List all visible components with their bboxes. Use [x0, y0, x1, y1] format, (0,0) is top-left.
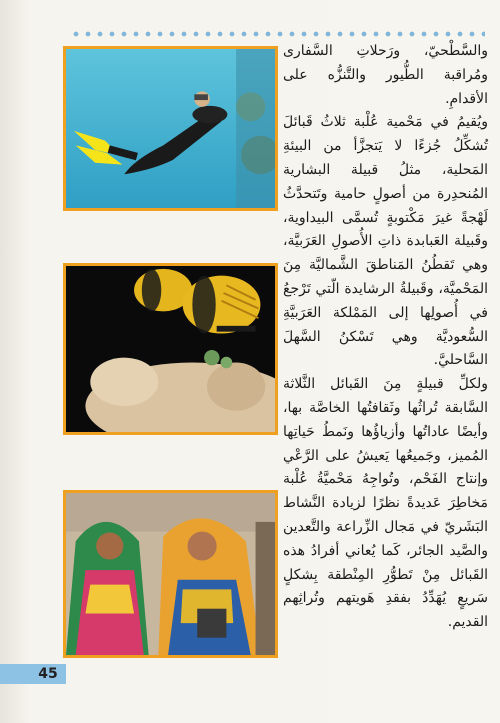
tribal-women-embroidery-photo — [63, 490, 278, 658]
decorative-dot-border — [70, 30, 485, 38]
paragraph-1: والسَّطْحيّ، ورَحلاتِ السَّفارى ومُراقبة الطُّيور والتَّنزُّه على الأقدامِ. — [283, 43, 488, 107]
article-text — [283, 40, 488, 635]
scuba-diver-photo — [63, 46, 278, 211]
butterflyfish-coral-photo — [63, 263, 278, 435]
page-number: 45 — [38, 666, 58, 682]
paragraph-3: ولكلِّ قبيلةٍ مِنَ القَبائل الثَّلاثة السَّابقة تُراثُها وثَقافتُها الخاصَّة بها، وأيضًا عاداتُها وأزياؤُها ونَمطُ حَياتِها المُميز، وجَميعُها يَعيشُ على الرَّعْي وإنتاج الفَحْم، وتُواجِهُ مَحْميَّةُ عُلْبة مَخاطِرَ عَديدةً نظرًا لزيادة النَّشاط البَشَريّ في مَجال الزِّراعة والتَّعدين والصَّيد الجائر، كَما يُعاني أفرادُ هذه القَبائل مِنْ تَطوُّرِ المِنْطقة بِشكلٍ سَريعٍ يُهَدِّدُ بفقدِ هَويتهم وتُراثِهم القديم. — [283, 376, 488, 631]
paragraph-2: ويُقيمُ في مَحْمية عُلْبة ثلاثُ قَبائلَ تُشكِّلُ جُزءًا لا يَتجزَّأ من البيئةِ المَحلية، مثلُ قبيلة البشارية المُنحدِرة من أصولٍ حامية وتَتحدَّثُ لَهْجةً غيرَ مَكْتوبةٍ تُسمَّى البيداوية، وقَبيلة العَبابدة ذاتِ الأُصولِ العَرَبيَّة، وهي تَقطُنُ المَناطقَ الشَّماليَّة مِنَ المَحْميَّة، وقَبيلةُ الرشايدة الّتي تَرْجعُ في أُصولِها إلى المَمْلكة العَرَبيَّةِ السُّعوديَّة وهي تَسْكنُ السَّهلَ السَّاحليَّ. — [283, 114, 488, 369]
